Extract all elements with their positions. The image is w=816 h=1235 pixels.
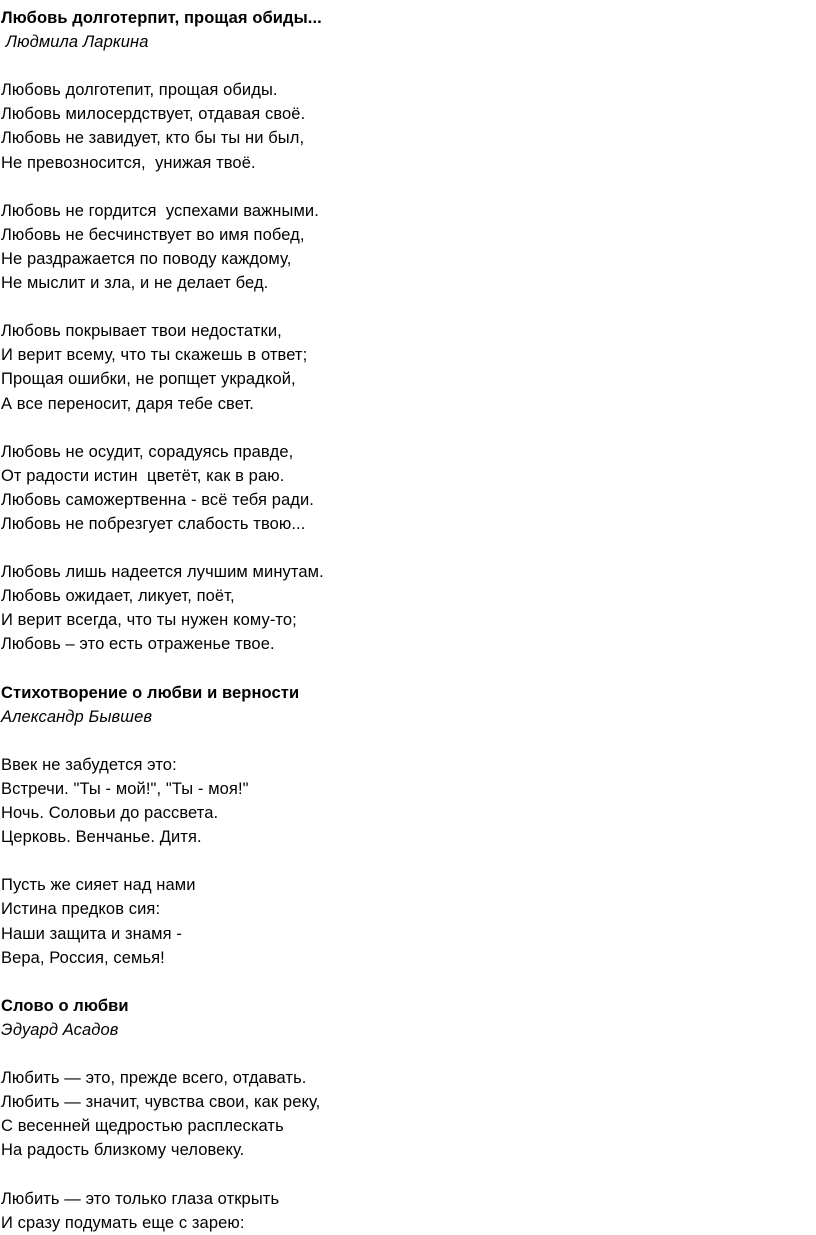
spacer <box>1 54 816 78</box>
poem-title: Стихотворение о любви и верности <box>1 683 300 702</box>
poem-line: Любовь не побрезгует слабость твою... <box>1 514 306 533</box>
poem-author: Эдуард Асадов <box>1 1020 119 1039</box>
poem-line: Любовь не гордится успехами важными. <box>1 201 319 220</box>
poem-line: Ночь. Соловьи до рассвета. <box>1 804 219 823</box>
poem-line: Любовь ожидает, ликует, поёт, <box>1 587 235 606</box>
poem-line: Встречи. "Ты - мой!", "Ты - моя!" <box>1 780 249 798</box>
poem-line: И верит всему, что ты скажешь в ответ; <box>1 346 308 365</box>
poem-line: От радости истин цветёт, как в раю. <box>1 466 285 485</box>
poem-line: Любовь саможертвенна - всё тебя ради. <box>1 490 314 509</box>
spacer <box>1 657 816 681</box>
spacer <box>1 416 816 440</box>
spacer <box>1 295 816 319</box>
poem-line: Любовь – это есть отраженье твое. <box>1 635 275 654</box>
poem-line: На радость близкому человеку. <box>1 1141 245 1160</box>
poem-line: Любить — значит, чувства свои, как реку, <box>1 1093 321 1112</box>
poem-title: Слово о любви <box>1 996 129 1015</box>
poem-line: Не раздражается по поводу каждому, <box>1 249 292 268</box>
poem-line: И сразу подумать еще с зарею: <box>1 1213 245 1232</box>
poem-line: Пусть же сияет над нами <box>1 876 196 895</box>
poem-line: Не мыслит и зла, и не делает бед. <box>1 274 269 293</box>
poem-line: Не превозносится, унижая твоё. <box>1 153 256 172</box>
poem-line: Любовь не бесчинствует во имя побед, <box>1 225 305 244</box>
poem-title: Любовь долготерпит, прощая обиды... <box>1 9 322 27</box>
poem-line: Вера, Россия, семья! <box>1 948 165 967</box>
poem-line: Любовь милосердствует, отдавая своё. <box>1 105 306 124</box>
spacer <box>1 1042 816 1066</box>
spacer <box>1 175 816 199</box>
poem-line: Прощая ошибки, не ропщет украдкой, <box>1 370 296 389</box>
spacer <box>1 849 816 873</box>
poem-line: И верит всегда, что ты нужен кому-то; <box>1 611 297 630</box>
spacer <box>1 729 816 753</box>
poem-author: Людмила Ларкина <box>1 33 149 52</box>
poem-line: Любовь покрывает твои недостатки, <box>1 322 282 341</box>
poem-line: Любить — это только глаза открыть <box>1 1189 280 1208</box>
poem-line: Любовь лишь надеется лучшим минутам. <box>1 563 324 582</box>
poem-line: Любовь долготепит, прощая обиды. <box>1 81 278 100</box>
spacer <box>1 970 816 994</box>
poem-line: Наши защита и знамя - <box>1 924 182 943</box>
spacer <box>1 1163 816 1187</box>
poem-line: Любить — это, прежде всего, отдавать. <box>1 1069 307 1088</box>
poem-line: С весенней щедростью расплескать <box>1 1117 284 1136</box>
poem-author: Александр Бывшев <box>1 707 153 726</box>
poem-line: Истина предков сия: <box>1 900 161 919</box>
poem-line: Ввек не забудется это: <box>1 755 177 774</box>
poem-line: Любовь не завидует, кто бы ты ни был, <box>1 129 305 148</box>
poem-line: Церковь. Венчанье. Дитя. <box>1 828 202 847</box>
poem-line: Любовь не осудит, сорадуясь правде, <box>1 442 294 461</box>
spacer <box>1 536 816 560</box>
poem-line: А все переносит, даря тебе свет. <box>1 394 254 413</box>
